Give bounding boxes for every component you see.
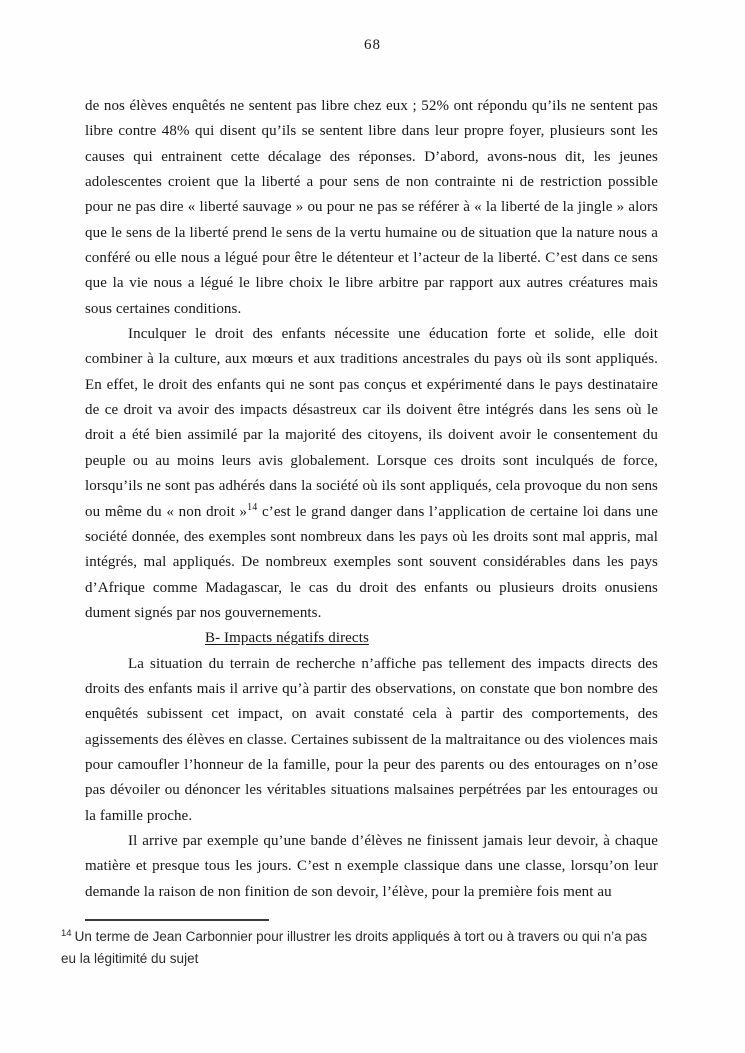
section-heading-text: B- Impacts négatifs directs xyxy=(205,630,369,647)
footnote-marker: 14 xyxy=(61,927,72,939)
footnote-separator-line xyxy=(85,919,269,921)
paragraph-text-after-footnote-ref: c’est le grand danger dans l’application de certaine loi dans une société donnée, des exemples sont nombreux dans les pays où les droits sont mal appris, mal intégrés, mal appliqués. De nombreux exemples sont souvent considérables dans les pays d’Afrique comme Madagascar, le cas du droit des enfants ou plusieurs droits onusiens dument signés par nos gouvernements. xyxy=(85,503,658,621)
paragraph-text-before-footnote-ref: Inculquer le droit des enfants nécessite une éducation forte et solide, elle doit combiner à la culture, aux mœurs et aux traditions ancestrales du pays où ils sont appliqués. En effet, le droit des enfants qui ne sont pas conçus et expérimenté dans le pays destinataire de ce droit va avoir des impacts désastreux car ils doivent être intégrés dans les sens où le droit a été bien assimilé par la majorité des citoyens, ils doivent avoir le consentement du peuple ou au moins leurs avis globalement. Lorsque ces droits sont inculqués de force, lorsqu’ils ne sont pas adhérés dans la société où ils sont appliqués, cela provoque du non sens ou même du « non droit » xyxy=(85,326,658,520)
footnote-text xyxy=(61,926,658,969)
footnote-ref-superscript: 14 xyxy=(247,501,258,513)
paragraph xyxy=(85,322,658,626)
page-number: 68 xyxy=(364,37,381,53)
footnote-area xyxy=(61,919,658,969)
section-heading xyxy=(205,626,658,651)
footnote-body-text: Un terme de Jean Carbonnier pour illustrer les droits appliqués à tort ou à travers ou qui n’a pas eu la légitimité du sujet xyxy=(61,929,648,966)
body-text xyxy=(85,94,658,905)
paragraph-continuation: de nos élèves enquêtés ne sentent pas libre chez eux ; 52% ont répondu qu’ils ne sentent pas libre contre 48% qui disent qu’ils se sentent libre dans leur propre foyer, plusieurs sont les causes qui entrainent cette décalage des réponses. D’abord, avons-nous dit, les jeunes adolescentes croient que la liberté a pour sens de non contrainte ni de restriction possible pour ne pas dire « liberté sauvage » ou pour ne pas se référer à « la liberté de la jingle » alors que le sens de la liberté prend le sens de la vertu humaine ou de situation que la nature nous a conféré ou elle nous a légué pour être le détenteur et l’acteur de la liberté. C’est dans ce sens que la vie nous a légué le libre choix le libre arbitre par rapport aux autres créatures mais sous certaines conditions. xyxy=(85,98,658,317)
paragraph: La situation du terrain de recherche n’affiche pas tellement des impacts directs des droits des enfants mais il arrive qu’à partir des observations, on constate que bon nombre des enquêtés subissent cet impact, on avait constaté cela à partir des comportements, des agissements des élèves en classe. Certaines subissent de la maltraitance ou des violences mais pour camoufler l’honneur de la famille, pour la peur des parents ou des entourages on n’ose pas dévoiler ou dénoncer les véritables situations malsaines perpétrées par les entourages ou la famille proche. xyxy=(85,655,658,824)
paragraph: Il arrive par exemple qu’une bande d’élèves ne finissent jamais leur devoir, à chaque matière et presque tous les jours. C’est n exemple classique dans une classe, lorsqu’on leur demande la raison de non finition de son devoir, l’élève, pour la première fois ment au xyxy=(85,832,658,900)
